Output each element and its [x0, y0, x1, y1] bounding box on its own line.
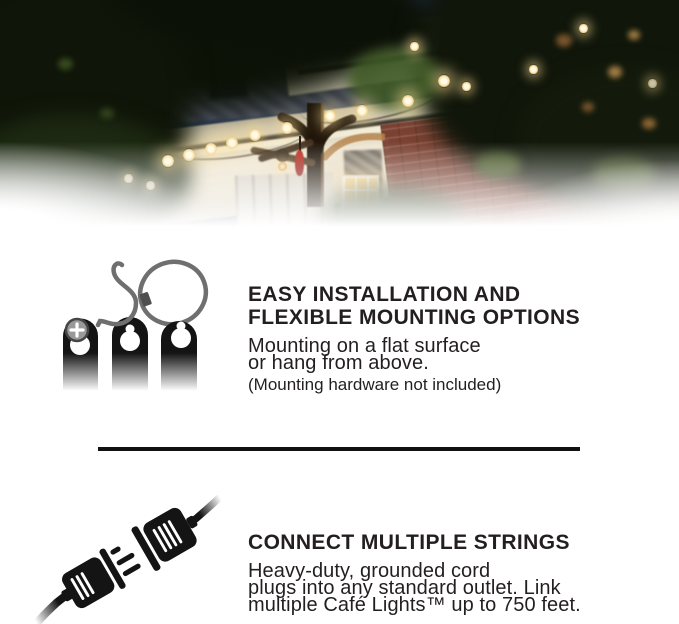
patio-string-lights-photo [0, 0, 679, 236]
connect-body-line2: plugs into any standard outlet. Link [248, 577, 561, 599]
installation-heading-line1: EASY INSTALLATION AND [248, 283, 521, 306]
icon-fade [48, 353, 243, 398]
gutter-hook [98, 263, 136, 325]
ground-pin [110, 546, 122, 556]
connect-body-line1: Heavy-duty, grounded cord [248, 560, 491, 582]
plug-prong [122, 563, 142, 577]
photo-white-fade [0, 0, 679, 236]
mounting-clips-icon [48, 253, 243, 398]
plug-prong [116, 552, 136, 566]
installation-heading-line2: FLEXIBLE MOUNTING OPTIONS [248, 306, 581, 329]
installation-body-line2: or hang from above. [248, 352, 429, 374]
plug-cord-left [32, 596, 70, 623]
tab-keyhole-notch [126, 325, 135, 334]
connect-body-line3: multiple Café Lights™ up to 750 feet. [248, 594, 581, 616]
connect-section [248, 531, 581, 614]
installation-section [248, 283, 580, 394]
plug-cord-right [192, 498, 222, 519]
tab-keyhole [120, 331, 140, 351]
connected-plugs-icon [2, 494, 237, 624]
tab-keyhole [171, 328, 191, 348]
installation-body-line1: Mounting on a flat surface [248, 335, 481, 357]
section-divider [98, 447, 580, 451]
tab-keyhole-notch [177, 322, 186, 331]
connect-heading: CONNECT MULTIPLE STRINGS [248, 531, 570, 554]
installation-note: (Mounting hardware not included) [248, 375, 502, 394]
